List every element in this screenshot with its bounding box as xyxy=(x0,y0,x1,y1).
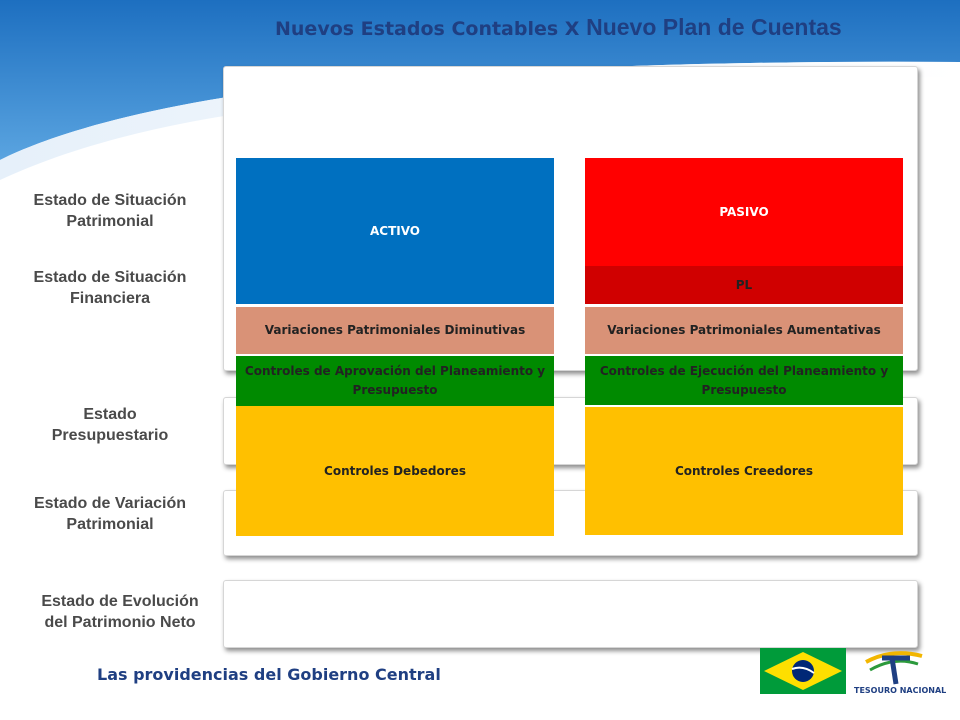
panel-evolucion xyxy=(223,580,918,648)
page-title xyxy=(275,14,842,41)
block-controles-debedores: Controles Debedores xyxy=(236,406,554,536)
label-situacion-patrimonial: Estado de Situación Patrimonial xyxy=(33,192,187,230)
block-variaciones-aumentativas: Variaciones Patrimoniales Aumentativas xyxy=(585,307,903,354)
title-part-2: Nuevo Plan de Cuentas xyxy=(586,14,842,40)
label-variacion-patrimonial: Estado de Variación Patrimonial xyxy=(33,495,187,533)
block-activo: ACTIVO xyxy=(236,158,554,304)
brazil-flag-icon xyxy=(760,648,846,694)
block-variaciones-diminutivas: Variaciones Patrimoniales Diminutivas xyxy=(236,307,554,354)
block-controles-aprovacion: Controles de Aprovación del Planeamiento y Presupuesto xyxy=(236,356,554,406)
block-controles-creedores: Controles Creedores xyxy=(585,407,903,535)
block-pasivo: PASIVO xyxy=(585,158,903,266)
block-controles-ejecucion: Controles de Ejecución del Planeamiento y Presupuesto xyxy=(585,356,903,405)
title-part-1: Nuevos Estados Contables X xyxy=(275,18,580,40)
tesouro-nacional-text: TESOURO NACIONAL xyxy=(854,686,947,695)
label-presupuestario: Estado Presupuestario xyxy=(51,406,169,444)
label-evolucion-patrimonio-neto: Estado de Evolución del Patrimonio Neto xyxy=(41,593,199,631)
block-pl: PL xyxy=(585,266,903,304)
label-situacion-financiera: Estado de Situación Financiera xyxy=(33,269,187,307)
footer-text: Las providencias del Gobierno Central xyxy=(97,665,441,684)
